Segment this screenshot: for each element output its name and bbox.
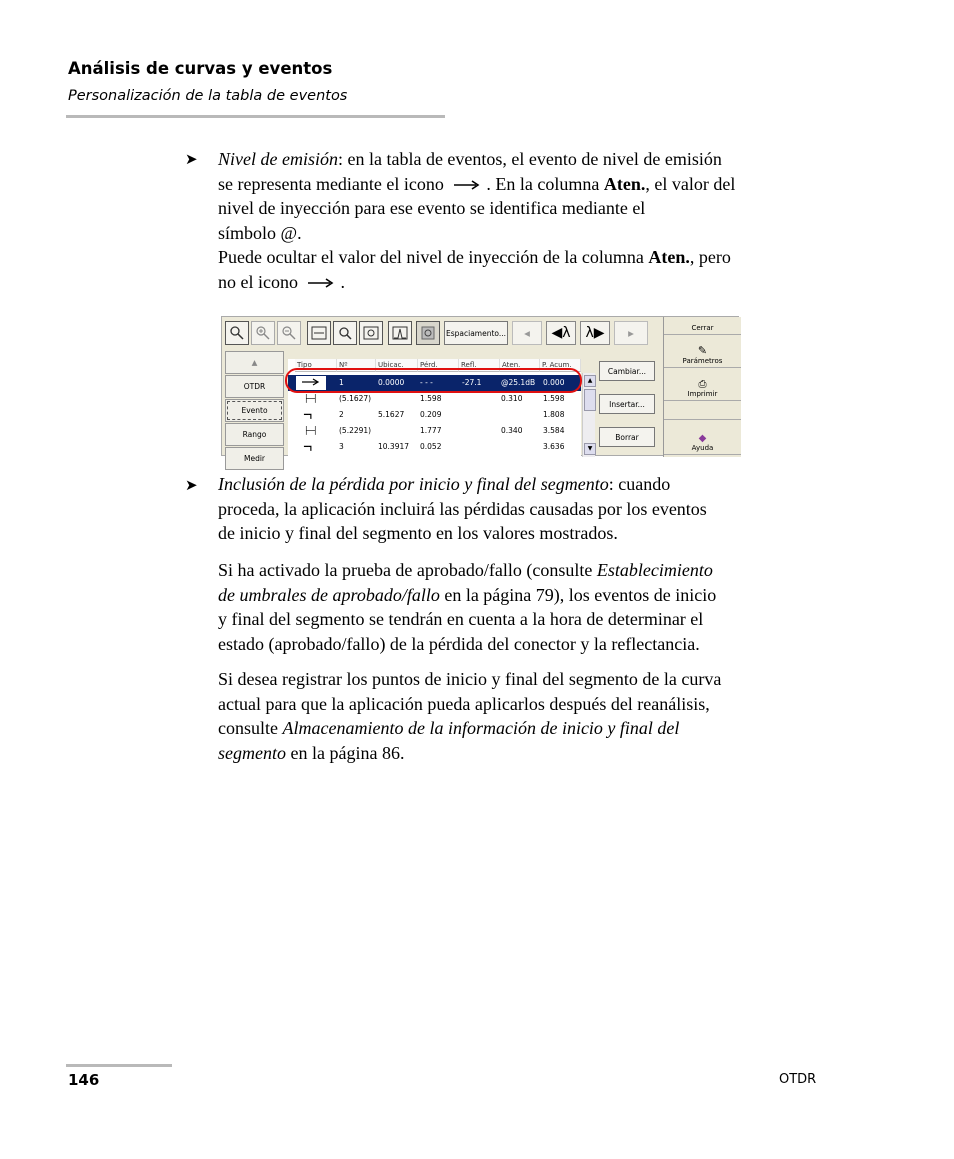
cell-loss: 0.209 — [420, 410, 442, 419]
col-ubicac[interactable]: Ubicac. — [376, 359, 418, 372]
term-segment-loss: Inclusión de la pérdida por inicio y final del segmento — [218, 474, 609, 494]
text: se representa mediante el icono — [218, 173, 444, 194]
edit-icon: ✎ — [697, 344, 708, 357]
triangle-right-icon: ▶ — [628, 328, 634, 338]
cell-loc: 5.1627 — [378, 410, 405, 419]
text: de inicio y final del segmento en los valores mostrados. — [218, 523, 618, 543]
cell-cum: 0.000 — [543, 378, 565, 387]
change-button[interactable]: Cambiar... — [599, 361, 655, 381]
step-icon: ━┓ — [304, 442, 314, 451]
magnifier-icon — [337, 325, 353, 341]
cell-no: (5.2291) — [339, 426, 372, 435]
lambda-right-icon: λ▶ — [585, 325, 605, 341]
product-name: OTDR — [779, 1072, 817, 1087]
close-label: Cerrar — [691, 324, 714, 332]
chapter-title: Análisis de curvas y eventos — [68, 59, 333, 78]
event-table-screenshot — [221, 316, 739, 463]
cell-no: (5.1627) — [339, 394, 372, 403]
text: nivel de inyección para ese evento se identifica mediante el — [218, 198, 646, 218]
event-view-button[interactable] — [388, 321, 412, 345]
text: : en la tabla de eventos, el evento de nivel de emisión — [337, 149, 722, 169]
zoom-out-button[interactable] — [277, 321, 301, 345]
zoom-out-icon — [281, 325, 297, 341]
zoom-window-button[interactable] — [225, 321, 249, 345]
bullet-icon: ➤ — [185, 478, 198, 494]
page-number: 146 — [68, 1071, 100, 1089]
nav-otdr[interactable]: OTDR — [225, 375, 284, 398]
section-launch-level — [218, 147, 828, 294]
header-rule — [66, 115, 445, 118]
text: estado (aprobado/fallo) de la pérdida del conector y la reflectancia. — [218, 633, 700, 654]
scroll-thumb[interactable] — [584, 389, 596, 411]
col-refl[interactable]: Refl. — [459, 359, 500, 372]
peak-icon — [391, 325, 409, 341]
next-trace-button[interactable] — [614, 321, 648, 345]
cell-att: 0.340 — [501, 426, 523, 435]
cell-no: 3 — [339, 442, 344, 451]
marker-button[interactable] — [416, 321, 440, 345]
cell-no: 1 — [339, 378, 344, 387]
cross-reference[interactable]: segmento — [218, 742, 286, 763]
fit-horizontal-icon — [310, 325, 328, 341]
next-wavelength-button[interactable] — [580, 321, 610, 345]
nav-medir[interactable]: Medir — [225, 447, 284, 470]
term-launch-level: Nivel de emisión — [218, 149, 338, 169]
text: Si ha activado la prueba de aprobado/fallo (consulte — [218, 560, 597, 580]
col-pacum[interactable]: P. Acum. — [540, 359, 581, 372]
prev-trace-button[interactable] — [512, 321, 542, 345]
parameters-button[interactable] — [664, 335, 741, 368]
text: . — [340, 271, 345, 292]
launch-arrow-icon — [452, 179, 482, 191]
zoom-full-icon — [362, 325, 380, 341]
scroll-down-icon[interactable]: ▼ — [584, 443, 596, 455]
print-label: Imprimir — [687, 390, 718, 398]
triangle-left-icon: ◀ — [524, 328, 530, 338]
cell-loss: 1.598 — [420, 394, 442, 403]
zoom-in-icon — [255, 325, 271, 341]
bullet-icon: ➤ — [185, 152, 198, 168]
cell-cum: 1.808 — [543, 410, 565, 419]
delete-button[interactable]: Borrar — [599, 427, 655, 447]
text: Puede ocultar el valor del nivel de inyección de la columna — [218, 247, 649, 267]
text: : cuando — [608, 474, 671, 494]
cell-cum: 3.636 — [543, 442, 565, 451]
text: y final del segmento se tendrán en cuenta a la hora de determinar el — [218, 609, 704, 629]
cell-loss: 1.777 — [420, 426, 442, 435]
column-name: Aten. — [648, 247, 690, 267]
text: símbolo @. — [218, 222, 302, 243]
text: consulte — [218, 718, 283, 738]
insert-button[interactable]: Insertar... — [599, 394, 655, 414]
cell-loss: 0.052 — [420, 442, 442, 451]
cross-reference[interactable]: de umbrales de aprobado/fallo — [218, 584, 440, 605]
table-row[interactable] — [288, 391, 581, 407]
text: Si desea registrar los puntos de inicio y final del segmento de la curva — [218, 669, 722, 689]
cell-att: 0.310 — [501, 394, 523, 403]
cell-loc: 0.0000 — [378, 378, 405, 387]
segment-icon: ├─┤ — [304, 394, 318, 403]
paragraph-pass-fail — [218, 558, 828, 656]
section-include-segment-loss — [218, 472, 828, 546]
help-label: Ayuda — [691, 444, 714, 452]
text: , pero — [689, 247, 731, 267]
cross-reference[interactable]: Establecimiento — [596, 560, 713, 580]
print-button[interactable] — [664, 368, 741, 401]
cell-no: 2 — [339, 410, 344, 419]
parameters-label: Parámetros — [682, 357, 723, 365]
left-nav — [225, 351, 284, 471]
cross-reference[interactable]: Almacenamiento de la información de inicio y final del — [282, 718, 680, 738]
col-tipo[interactable]: Tipo — [295, 359, 337, 372]
cell-loc: 10.3917 — [378, 442, 410, 451]
cell-loss: - - - — [420, 378, 433, 387]
right-panel — [663, 317, 741, 457]
magnifier-icon — [229, 325, 245, 341]
lambda-left-icon: ◀λ — [551, 325, 571, 341]
cell-att: @25.1dB — [501, 378, 536, 387]
footer-rule — [66, 1064, 172, 1067]
step-icon: ━┓ — [304, 410, 314, 419]
zoom-vertical-button[interactable] — [333, 321, 357, 345]
table-row[interactable] — [288, 439, 581, 455]
text: . En la columna — [486, 173, 604, 194]
fit-horizontal-button[interactable] — [307, 321, 331, 345]
zoom-full-button[interactable] — [359, 321, 383, 345]
printer-icon: ⎙ — [698, 379, 707, 390]
nav-up-icon[interactable]: ▲ — [225, 351, 284, 374]
section-subtitle: Personalización de la tabla de eventos — [68, 88, 348, 104]
table-row[interactable] — [288, 407, 581, 423]
cell-cum: 1.598 — [543, 394, 565, 403]
text: , el valor del — [645, 173, 736, 194]
segment-icon: ├─┤ — [304, 426, 318, 435]
close-button[interactable] — [664, 317, 741, 335]
text: en la página 79), los eventos de inicio — [439, 584, 717, 605]
col-no[interactable]: Nº — [337, 359, 376, 372]
table-scrollbar[interactable] — [582, 373, 595, 457]
spacing-button[interactable]: Espaciamento... — [444, 321, 508, 345]
help-button[interactable] — [664, 419, 741, 455]
highlight-oval — [285, 368, 582, 393]
text: actual para que la aplicación pueda aplicarlos después del reanálisis, — [218, 693, 710, 714]
col-aten[interactable]: Aten. — [500, 359, 540, 372]
cell-cum: 3.584 — [543, 426, 565, 435]
column-name: Aten. — [603, 173, 646, 194]
scroll-up-icon[interactable]: ▲ — [584, 375, 596, 387]
launch-arrow-icon — [306, 277, 336, 289]
help-book-icon: ◆ — [698, 433, 707, 444]
nav-evento[interactable]: Evento — [225, 399, 284, 422]
prev-wavelength-button[interactable] — [546, 321, 576, 345]
table-row[interactable] — [288, 423, 581, 439]
paragraph-register-segment — [218, 667, 828, 765]
text: proceda, la aplicación incluirá las pérdidas causadas por los eventos — [218, 498, 707, 519]
cell-refl: -27.1 — [462, 378, 482, 387]
marker-icon — [420, 325, 436, 341]
nav-rango[interactable]: Rango — [225, 423, 284, 446]
text: en la página 86. — [285, 742, 405, 763]
text: no el icono — [218, 271, 298, 292]
zoom-in-button[interactable] — [251, 321, 275, 345]
col-perd[interactable]: Pérd. — [418, 359, 459, 372]
